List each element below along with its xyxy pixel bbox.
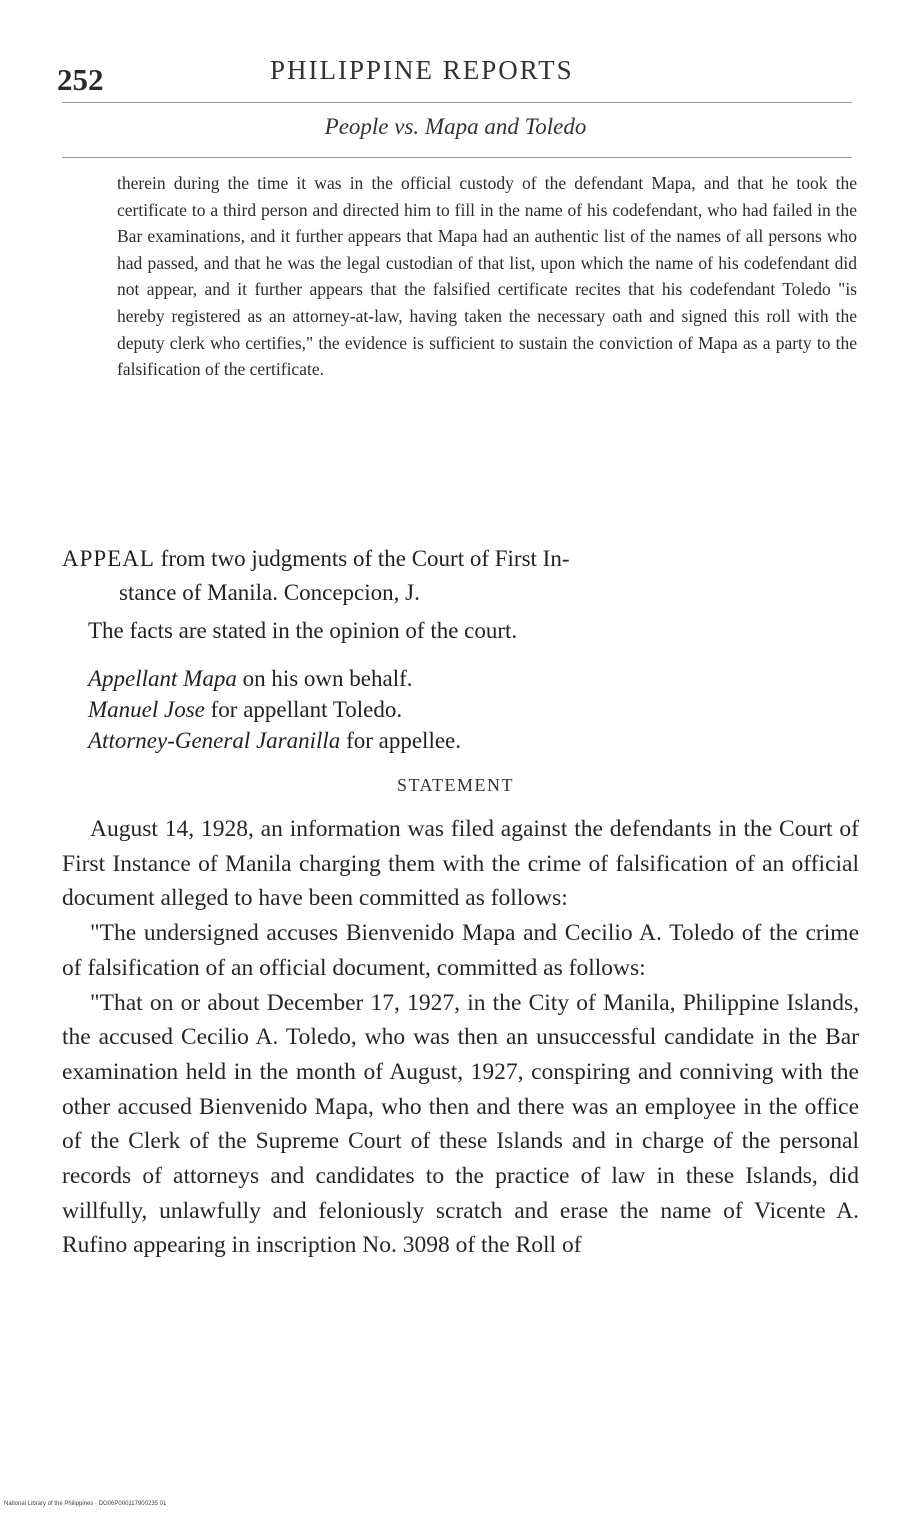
- counsel-role: for appellee.: [340, 728, 461, 753]
- appeal-lead: APPEAL: [62, 546, 155, 571]
- statement-paragraph: "The undersigned accuses Bienvenido Mapa and Cecilio A. Toledo of the crime of falsification of an official document, committed as follows:: [62, 920, 859, 981]
- statement-heading: STATEMENT: [396, 775, 515, 795]
- counsel-name: Manuel Jose: [88, 697, 205, 722]
- counsel-name: Attorney-General Jaranilla: [88, 728, 341, 753]
- counsel-name: Appellant Mapa: [88, 666, 237, 691]
- header-rule: [62, 102, 852, 103]
- counsel-entry: [88, 663, 858, 694]
- counsel-role: on his own behalf.: [236, 666, 413, 691]
- title-rule: [62, 157, 852, 158]
- running-head: PHILIPPINE REPORTS: [270, 55, 574, 85]
- syllabus-paragraph: therein during the time it was in the official custody of the defendant Mapa, and that he took the certificate to a third person and directed him to fill in the name of his codefendant, who had failed in the Bar examinations, and it further appears that Mapa had an authentic list of the names of all persons who had passed, and that he was the legal custodian of that list, upon which the name of his codefendant did not appear, and it further appears that the falsified certificate recites that his codefendant Toledo "is hereby registered as an attorney-at-law, having taken the necessary oath and signed this roll with the deputy clerk who certifies," the evidence is sufficient to sustain the conviction of Mapa as a party to the falsification of the certificate.: [117, 173, 857, 380]
- facts-note: The facts are stated in the opinion of the court.: [88, 618, 518, 643]
- counsel-entry: [88, 694, 858, 725]
- statement-body: [62, 812, 859, 1263]
- statement-paragraph: August 14, 1928, an information was filed against the defendants in the Court of First Instance of Manila charging them with the crime of falsification of an official document alleged to have been committed as follows:: [62, 816, 859, 912]
- counsel-entry: [88, 725, 858, 756]
- appeal-text: from two judgments of the Court of First In-: [160, 546, 570, 571]
- counsel-list: [88, 663, 858, 756]
- page-number: 252: [57, 62, 104, 97]
- library-stamp: National Library of the Philippines · DO06P000117900235 01: [4, 1501, 167, 1507]
- appeal-line: [62, 542, 857, 610]
- appeal-text-continued: stance of Manila. Concepcion, J.: [119, 580, 420, 605]
- statement-paragraph: "That on or about December 17, 1927, in the City of Manila, Philippine Islands, the accused Cecilio A. Toledo, who was then an unsuccessful candidate in the Bar examination held in the month of August, 1927, conspiring and conniving with the other accused Bienvenido Mapa, who then and there was an employee in the office of the Clerk of the Supreme Court of these Islands and in charge of the personal records of attorneys and candidates to the practice of law in these Islands, did willfully, unlawfully and feloniously scratch and erase the name of Vicente A. Rufino appearing in inscription No. 3098 of the Roll of: [62, 989, 859, 1259]
- counsel-role: for appellant Toledo.: [204, 697, 403, 722]
- case-title: People vs. Mapa and Toledo: [324, 114, 587, 139]
